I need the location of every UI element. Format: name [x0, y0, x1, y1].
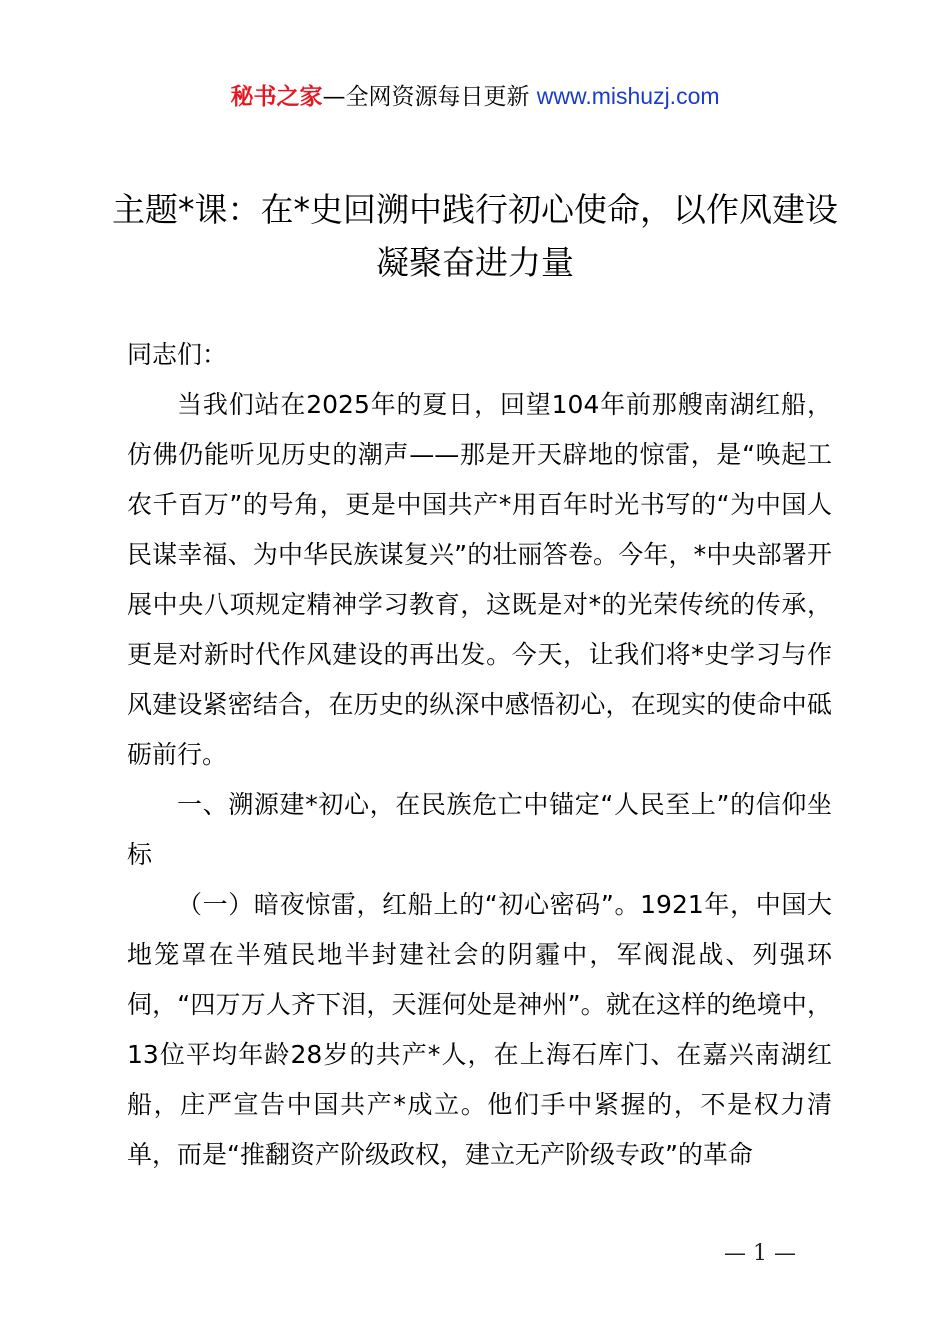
brand-name: 秘书之家 [230, 84, 323, 110]
paragraph-intro: 当我们站在2025年的夏日，回望104年前那艘南湖红船，仿佛仍能听见历史的潮声——那是开天辟地的惊雷，是“唤起工农千百万”的号角，更是中国共产*用百年时光书写的“为中国人民谋幸福、为中华民族谋复兴”的壮丽答卷。今年，*中央部署开展中央八项规定精神学习教育，这既是对*的光荣传统的传承，更是对新时代作风建设的再出发。今天，让我们将*史学习与作风建设紧密结合，在历史的纵深中感悟初心，在现实的使命中砥砺前行。 [127, 390, 832, 769]
document-title: 主题*课：在*史回溯中践行初心使命，以作风建设凝聚奋进力量 [112, 190, 838, 282]
header-tagline: —全网资源每日更新 [322, 84, 530, 110]
page-number: — 1 — [724, 1241, 796, 1266]
site-url[interactable]: www.mishuzj.com [536, 83, 720, 109]
section-heading-1: 一、溯源建*初心，在民族危亡中锚定“人民至上”的信仰坐标 [127, 790, 832, 869]
salutation: 同志们： [127, 340, 228, 369]
site-header [0, 80, 950, 113]
document-body [127, 330, 832, 1180]
paragraph-1-1: （一）暗夜惊雷，红船上的“初心密码”。1921年，中国大地笼罩在半殖民地半封建社会的阴霾中，军阀混战、列强环伺，“四万万人齐下泪，天涯何处是神州”。就在这样的绝境中，13位平均年龄28岁的共产*人，在上海石库门、在嘉兴南湖红船，庄严宣告中国共产*成立。他们手中紧握的，不是权力清单，而是“推翻资产阶级政权，建立无产阶级专政”的革命 [127, 890, 832, 1169]
